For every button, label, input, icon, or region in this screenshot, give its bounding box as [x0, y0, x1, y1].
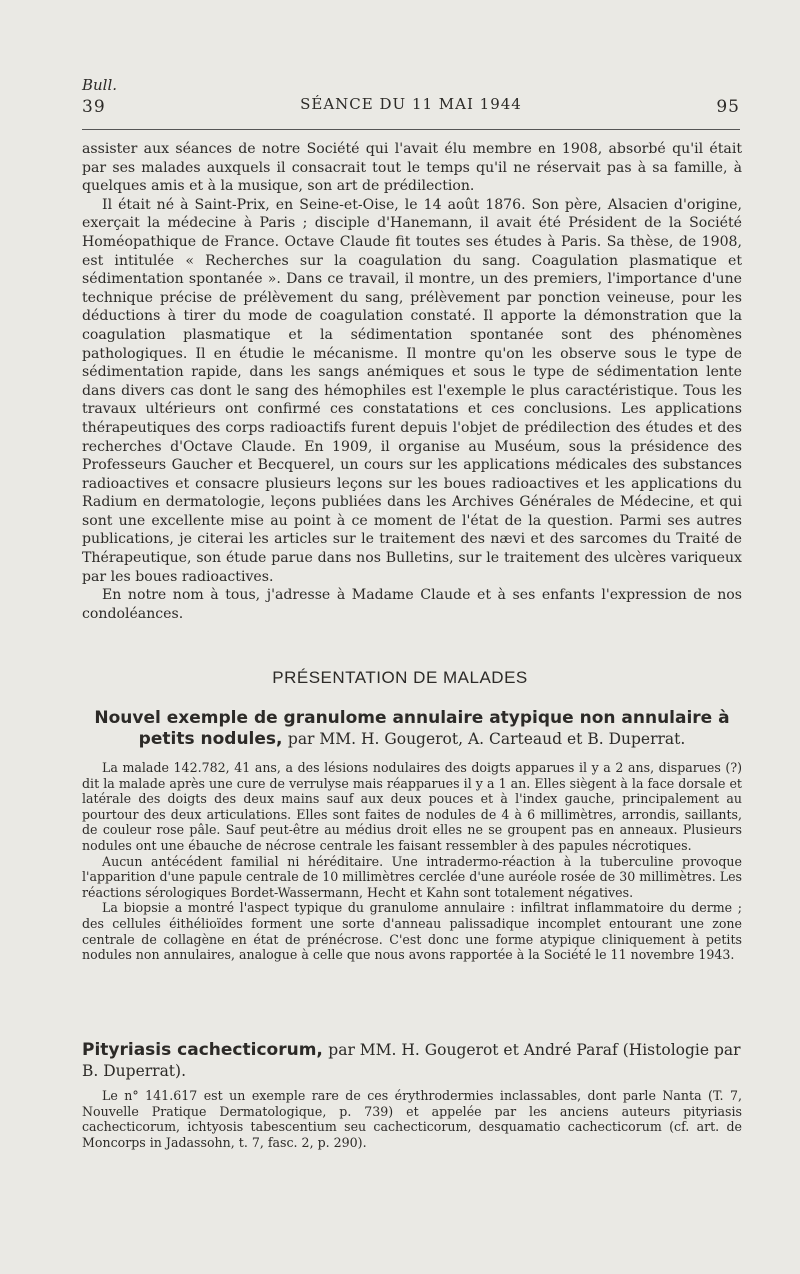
obituary-paragraph: En notre nom à tous, j'adresse à Madame Claude et à ses enfants l'expression de nos condoléances.: [82, 587, 742, 622]
header-title: SÉANCE DU 11 MAI 1944: [300, 95, 522, 113]
case-body: [82, 1088, 742, 1150]
case-paragraph: La biopsie a montré l'aspect typique du granulome annulaire : infiltrat inflammatoire du derme ; des cellules éithélioïdes forment une sorte d'anneau palissadique incomplet entourant une zone centrale de collagène en état de prénécrose. C'est donc une forme atypique cliniquement à petits nodules non annulaires, analogue à celle que nous avons rapportée à la Société le 11 novembre 1943.: [82, 900, 742, 963]
header-rule: [82, 129, 740, 130]
left-page-number: 39: [82, 97, 106, 117]
case-title-text: Pityriasis cachecticorum,: [82, 1040, 323, 1060]
case-paragraph: Le n° 141.617 est un exemple rare de ces érythrodermies inclassables, dont parle Nanta (T. 7, Nouvelle Pratique Dermatologique, p. 739) et appelée par les anciens auteurs pityriasis cachecticorum, ichtyosis tabescentium seu cachecticorum, desquamatio cachecticorum (cf. art. de Moncorps in Jadassohn, t. 7, fasc. 2, p. 290).: [82, 1088, 742, 1150]
case-authors: par MM. H. Gougerot et André Paraf (Histologie par B. Duperrat).: [82, 1041, 741, 1080]
case-body: [82, 760, 742, 963]
right-page-number: 95: [716, 97, 740, 117]
case-authors: par MM. H. Gougerot, A. Carteaud et B. Duperrat.: [287, 730, 686, 748]
running-header: [82, 95, 740, 121]
case-title: [82, 708, 742, 750]
case-title: [82, 1040, 742, 1082]
obituary-paragraph: Il était né à Saint-Prix, en Seine-et-Oise, le 14 août 1876. Son père, Alsacien d'origine, exerçait la médecine à Paris ; disciple d'Hanemann, il avait été Président de la Société Homéopathique de France. Octave Claude fit toutes ses études à Paris. Sa thèse, de 1908, est intitulée « Recherches sur la coagulation du sang. Coagulation plasmatique et sédimentation spontanée ». Dans ce travail, il montre, un des premiers, l'importance d'une technique précise de prélèvement du sang, prélèvement par ponction veineuse, pour les déductions à tirer du mode de coagulation constaté. Il apporte la démonstration que la coagulation plasmatique et la sédimentation spontanée sont des phénomènes pathologiques. Il en étudie le mécanisme. Il montre qu'on les observe sous le type de sédimentation rapide, dans les sangs anémiques et sous le type de sédimentation lente dans divers cas dont le sang des hémophiles est l'exemple le plus caractéristique. Tous les travaux ultérieurs ont confirmé ces constatations et ces conclusions. Les applications thérapeutiques des corps radioactifs furent depuis l'objet de prédilection des études et des recherches d'Octave Claude. En 1909, il organise au Muséum, sous la présidence des Professeurs Gaucher et Becquerel, un cours sur les applications médicales des substances radioactives et consacre plusieurs leçons sur les boues radioactives et les applications du Radium en dermatologie, leçons publiées dans les Archives Générales de Médecine, et qui sont une excellente mise au point à ce moment de l'état de la question. Parmi ses autres publications, je citerai les articles sur le traitement des nævi et des sarcomes du Traité de Thérapeutique, son étude parue dans nos Bulletins, sur le traitement des ulcères variqueux par les boues radioactives.: [82, 196, 742, 585]
case-paragraph: La malade 142.782, 41 ans, a des lésions nodulaires des doigts apparues il y a 2 ans, disparues (?) dit la malade après une cure de verrulyse mais réapparues il y a 1 an. Elles siègent à la face dorsale et latérale des doigts des deux mains sauf aux deux pouces et à l'index gauche, principalement au pourtour des deux articulations. Elles sont faites de nodules de 4 à 6 millimètres, arrondis, saillants, de couleur rose pâle. Sauf peut-être au médius droit elles ne se groupent pas en anneaux. Plusieurs nodules ont une ébauche de nécrose centrale les faisant ressembler à des papules nécrotiques.: [82, 760, 742, 853]
margin-note: Bull.: [82, 76, 118, 94]
case-title-text: Nouvel exemple de granulome annulaire atypique non annulaire à petits nodules,: [94, 708, 730, 749]
obituary-paragraph: assister aux séances de notre Société qui l'avait élu membre en 1908, absorbé qu'il était par ses malades auxquels il consacrait tout le temps qu'il ne réservait pas à sa famille, à quelques amis et à la musique, son art de prédilection.: [82, 141, 742, 195]
section-heading: PRÉSENTATION DE MALADES: [272, 668, 528, 687]
case-paragraph: Aucun antécédent familial ni héréditaire. Une intradermo-réaction à la tuberculine provoque l'apparition d'une papule centrale de 10 millimètres cerclée d'une auréole rosée de 30 millimètres. Les réactions sérologiques Bordet-Wassermann, Hecht et Kahn sont totalement négatives.: [82, 853, 742, 900]
obituary-text: [82, 140, 742, 623]
